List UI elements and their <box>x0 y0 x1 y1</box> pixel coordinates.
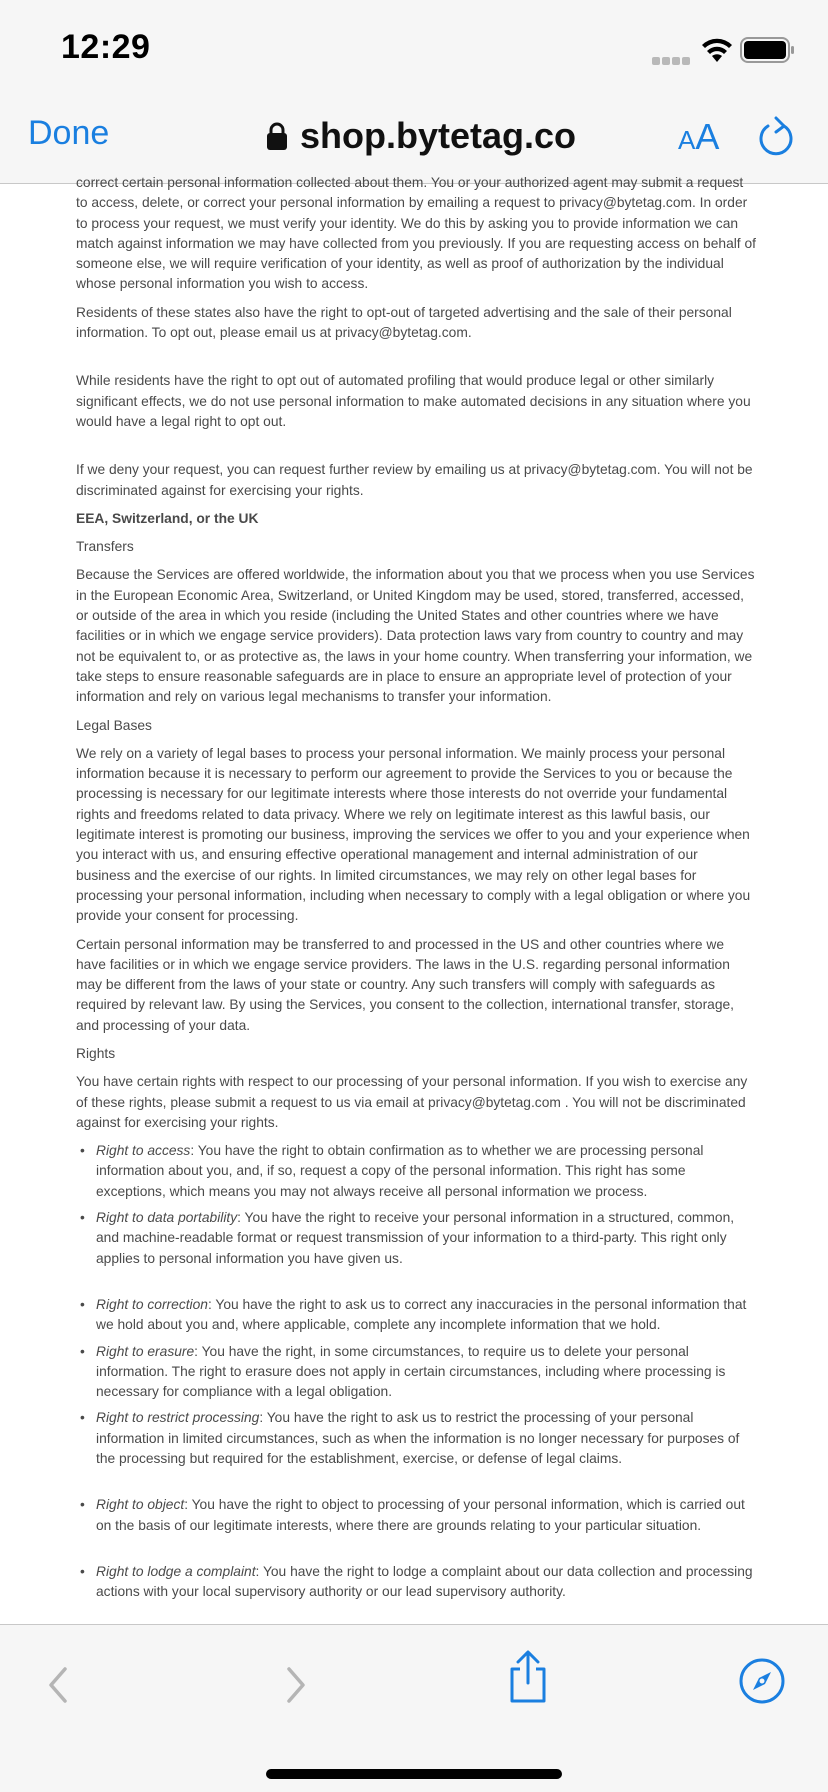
list-item <box>96 1495 756 1536</box>
web-content[interactable] <box>0 175 828 1623</box>
text-size-small-a: A <box>678 125 696 155</box>
paragraph: You have certain rights with respect to our processing of your personal information. If you wish to exercise any of these rights, please submit a request to us via email at privacy@bytetag.com . You will not be discriminated against for exercising your rights. <box>76 1074 748 1130</box>
forward-button[interactable] <box>268 1657 324 1713</box>
list-item <box>96 1562 756 1603</box>
cellular-signal-icon <box>652 52 692 62</box>
done-button[interactable]: Done <box>28 114 110 152</box>
right-text: : You have the right to ask us to correct any inaccuracies in the personal information that we hold about you and, where applicable, complete any incomplete information that we hold. <box>96 1296 747 1333</box>
home-indicator[interactable] <box>266 1769 562 1779</box>
list-item <box>96 1342 756 1403</box>
paragraph: If we deny your request, you can request further review by emailing us at privacy@bytetag.com. You will not be discriminated against for exercising your rights. <box>76 462 753 498</box>
right-title: Right to restrict processing <box>96 1410 260 1426</box>
share-button[interactable] <box>500 1649 556 1705</box>
list-item <box>96 1141 756 1202</box>
battery-icon <box>740 36 796 64</box>
address-bar[interactable] <box>266 112 576 160</box>
paragraph: Residents of these states also have the right to opt-out of targeted advertising and the sale of their personal information. To opt out, please email us at privacy@bytetag.com. <box>76 304 732 341</box>
right-text: : You have the right to receive your personal information in a structured, common, and machine-readable format or request transmission of your information to a third-party. This right only applies to personal information you have given us. <box>96 1210 735 1266</box>
compass-icon <box>738 1657 786 1705</box>
list-item <box>96 1408 756 1469</box>
reload-icon <box>756 114 796 158</box>
browser-nav-bar <box>0 96 828 184</box>
paragraph: We rely on a variety of legal bases to process your personal information. We mainly process your personal information because it is necessary to perform our agreement to provide the Services to you or because the processing is necessary for our legitimate interests where those interests do not override your fundamental rights and freedoms related to data privacy. Where we rely on legitimate interest as this lawful basis, our legitimate interest is promoting our business, improving the services we offer to you and your experience when you interact with us, and ensuring effective operational management and internal administration of our business and the exercise of our rights. In limited circumstances, we may rely on other legal bases for processing your personal information, including when necessary to comply with a legal obligation or where you provide your consent for processing. <box>76 745 751 924</box>
subheading-legal-bases: Legal Bases <box>76 717 152 733</box>
paragraph: Because the Services are offered worldwide, the information about you that we process when you use Services in the European Economic Area, Switzerland, or United Kingdom may be used, stored, transferred, accessed, or outside of the area in which you reside (including the United States and other countries where we have facilities or in which we engage service providers). Data protection laws vary from country to country and may not be equivalent to, or as protective as, the laws in your home country. When transferring your information, we take steps to ensure reasonable safeguards are in place to ensure an appropriate level of protection of your information and rely on various legal mechanisms to transfer your information. <box>76 567 755 705</box>
reload-button[interactable] <box>756 114 796 158</box>
status-bar <box>0 0 828 96</box>
subheading-transfers: Transfers <box>76 539 134 555</box>
right-title: Right to access <box>96 1143 191 1159</box>
paragraph: While residents have the right to opt out of automated profiling that would produce legal or other similarly significant effects, we do not use personal information to make automated decisions in any situation where you would have a legal right to opt out. <box>76 373 751 429</box>
chevron-left-icon <box>43 1663 73 1707</box>
right-text: : You have the right to lodge a complaint about our data collection and processing actions with your local supervisory authority or our lead supervisory authority. <box>96 1563 753 1600</box>
right-text: : You have the right to object to processing of your personal information, which is carried out on the basis of our legitimate interests, where there are grounds relating to your particular situation. <box>96 1497 745 1533</box>
paragraph: Certain personal information may be transferred to and processed in the US and other countries where we have facilities or in which we engage service providers. The laws in the U.S. regarding personal information may be different from the laws of your state or country. Any such transfers will comply with safeguards as required by relevant law. By using the Services, you consent to the collection, international transfer, storage, and processing of your data. <box>76 936 735 1033</box>
privacy-policy-text <box>76 173 756 1609</box>
wifi-icon <box>700 36 734 64</box>
subheading-rights: Rights <box>76 1045 116 1061</box>
open-in-safari-button[interactable] <box>734 1653 790 1709</box>
list-item <box>96 1295 756 1336</box>
chevron-right-icon <box>281 1663 311 1707</box>
lock-icon <box>266 121 288 151</box>
paragraph: correct certain personal information collected about them. You or your authorized agent may submit a request to access, delete, or correct your personal information by emailing a request to privacy@bytetag.com. In order to process your request, we must verify your identity. We do this by asking you to provide information we can match against information we may have collected from you previously. If you are requesting access on behalf of someone else, we will require verification of your identity, as well as proof of authorization by the individual whose personal information you wish to access. <box>76 175 756 292</box>
text-size-large-a: A <box>695 116 720 157</box>
right-text: : You have the right to obtain confirmation as to whether we are processing personal information about you, and, if so, request a copy of the personal information. This right has some exceptions, which means you may not always receive all personal information we process. <box>96 1143 704 1199</box>
right-title: Right to object <box>96 1497 185 1513</box>
browser-toolbar <box>0 1624 828 1792</box>
right-text: : You have the right, in some circumstances, to require us to delete your personal information. The right to erasure does not apply in certain circumstances, including where processing is necessary for compliance with a legal obligation. <box>96 1343 726 1400</box>
status-time: 12:29 <box>61 28 151 66</box>
rights-list <box>76 1141 756 1602</box>
right-title: Right to data portability <box>96 1210 238 1226</box>
section-heading-eea: EEA, Switzerland, or the UK <box>76 510 259 526</box>
text-size-button[interactable] <box>678 116 719 158</box>
right-title: Right to correction <box>96 1296 208 1312</box>
url-text: shop.bytetag.co <box>300 115 577 156</box>
list-item <box>96 1208 756 1269</box>
share-icon <box>506 1649 550 1705</box>
right-title: Right to lodge a complaint <box>96 1563 256 1579</box>
right-text: : You have the right to ask us to restrict the processing of your personal information in limited circumstances, such as when the information is no longer necessary for purposes of the processing but required for the establishment, exercise, or defense of legal claims. <box>96 1410 740 1467</box>
right-title: Right to erasure <box>96 1343 195 1359</box>
back-button[interactable] <box>30 1657 86 1713</box>
